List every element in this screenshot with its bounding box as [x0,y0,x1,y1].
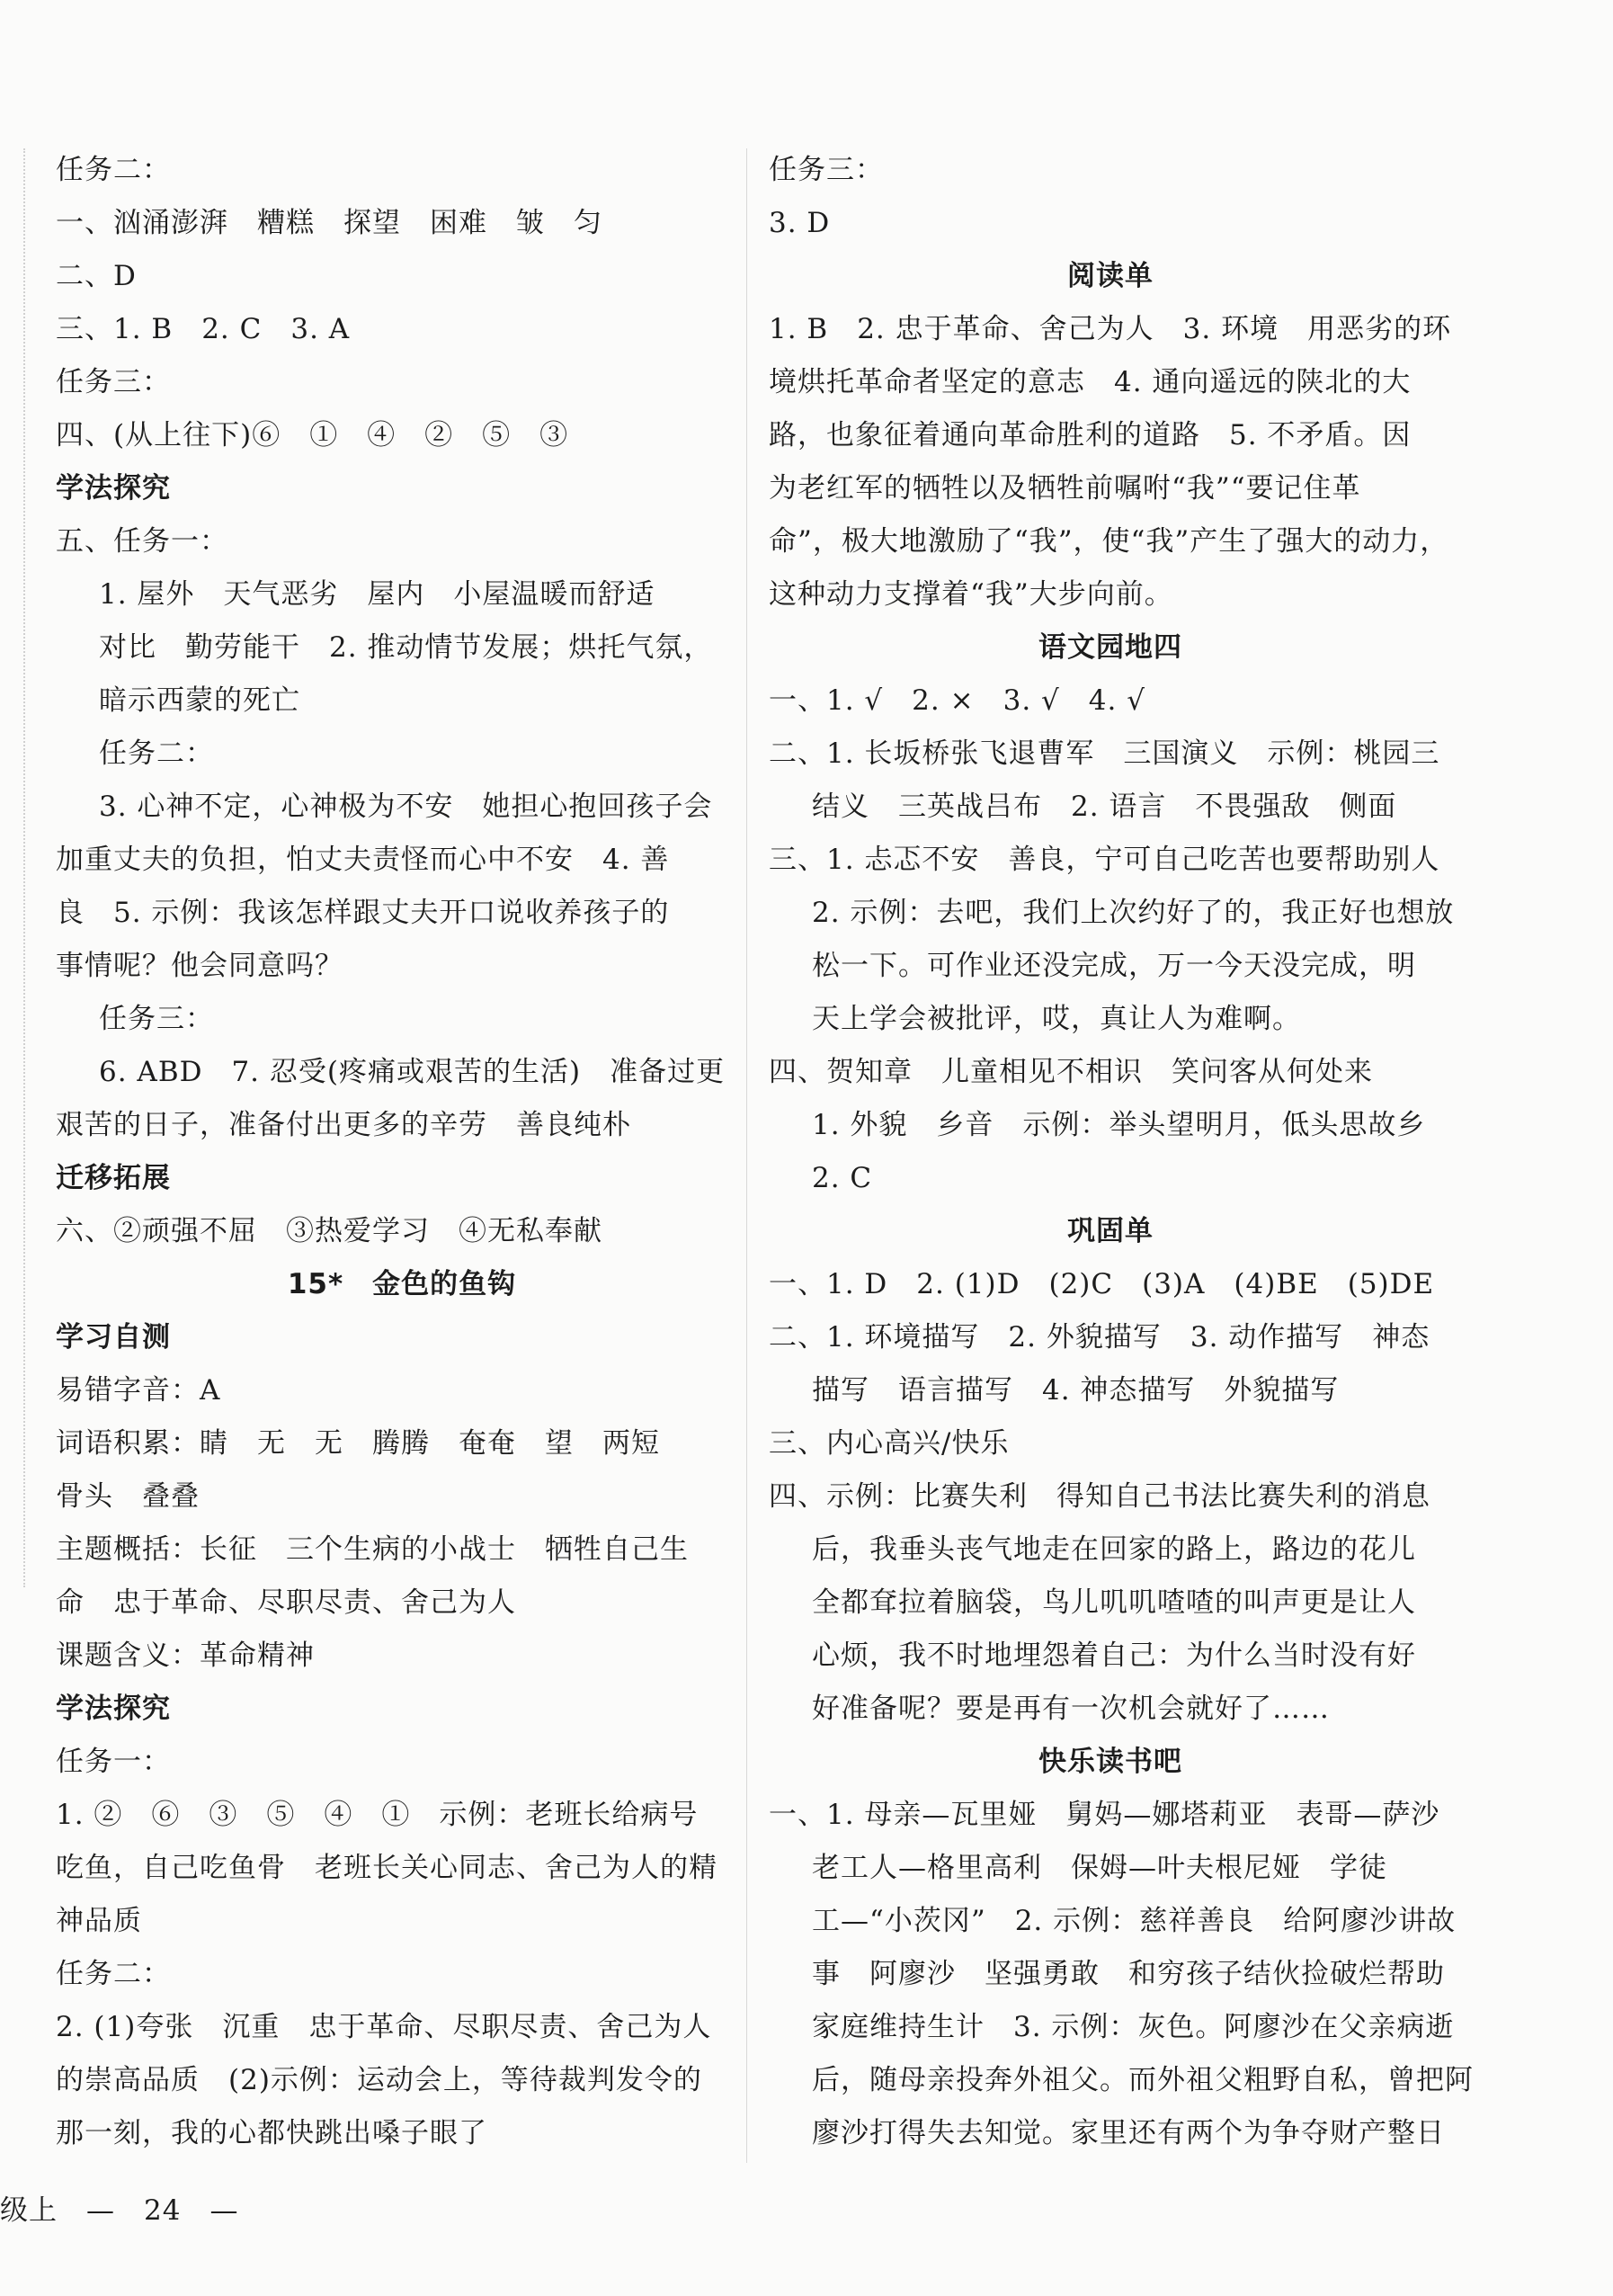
answer-line: 二、1. 环境描写 2. 外貌描写 3. 动作描写 神态 [769,1321,1430,1353]
answer-line: 五、任务一： [56,525,228,558]
answer-line: 3. D [769,207,831,239]
answer-line: 全都耷拉着脑袋，鸟儿叽叽喳喳的叫声更是让人 [812,1586,1416,1619]
answer-line: 任务一： [56,1746,171,1778]
page-footer: 级上 — 24 — [0,2194,239,2227]
answer-line: 三、1. 忐忑不安 善良，宁可自己吃苦也要帮助别人 [769,844,1440,876]
answer-line: 任务二： [56,154,171,186]
answer-line: 那一刻，我的心都快跳出嗓子眼了 [56,2117,487,2149]
answer-line: 2. C [812,1162,873,1194]
answer-line: 任务三： [769,154,884,186]
right-column [769,144,1474,2160]
answer-line: 描写 语言描写 4. 神态描写 外貌描写 [812,1374,1340,1407]
answer-line: 六、②顽强不屈 ③热爱学习 ④无私奉献 [56,1215,602,1247]
lesson-title: 巩固单 [1067,1215,1154,1247]
answer-line: 吃鱼，自己吃鱼骨 老班长关心同志、舍己为人的精 [56,1852,717,1884]
answer-line: 四、贺知章 儿童相见不相识 笑问客从何处来 [769,1056,1373,1088]
answer-line: 骨头 叠叠 [56,1480,200,1513]
answer-line: 任务二： [56,1958,171,1990]
answer-line: 松一下。可作业还没完成，万一今天没完成，明 [812,950,1416,982]
answer-line: 命”，极大地激励了“我”，使“我”产生了强大的动力， [769,525,1449,558]
answer-line: 四、(从上往下)⑥ ① ④ ② ⑤ ③ [56,419,569,451]
answer-line: 神品质 [56,1905,142,1937]
answer-line: 暗示西蒙的死亡 [99,684,300,717]
answer-line: 境烘托革命者坚定的意志 4. 通向遥远的陕北的大 [769,366,1412,398]
answer-line: 1. B 2. 忠于革命、舍己为人 3. 环境 用恶劣的环 [769,313,1452,345]
answer-line: 后，我垂头丧气地走在回家的路上，路边的花儿 [812,1533,1416,1566]
answer-line: 词语积累：睛 无 无 腾腾 奄奄 望 两短 [56,1427,660,1460]
lesson-title: 语文园地四 [1038,631,1182,664]
answer-line: 二、D [56,260,137,292]
answer-line: 三、1. B 2. C 3. A [56,313,351,345]
answer-line: 老工人—格里高利 保姆—叶夫根尼娅 学徒 [812,1852,1387,1884]
answer-line: 家庭维持生计 3. 示例：灰色。阿廖沙在父亲病逝 [812,2011,1455,2043]
answer-line: 事 阿廖沙 坚强勇敢 和穷孩子结伙捡破烂帮助 [812,1958,1445,1990]
answer-line: 1. 外貌 乡音 示例：举头望明月，低头思故乡 [812,1109,1426,1141]
answer-line: 路，也象征着通向革命胜利的道路 5. 不矛盾。因 [769,419,1412,451]
answer-line: 任务二： [99,737,214,770]
binding-edge-rule [23,148,26,1587]
answer-line: 主题概括：长征 三个生病的小战士 牺牲自己生 [56,1533,689,1566]
answer-line: 3. 心神不定，心神极为不安 她担心抱回孩子会 [99,791,713,823]
answer-line: 一、1. 母亲—瓦里娅 舅妈—娜塔莉亚 表哥—萨沙 [769,1799,1440,1831]
answer-line: 二、1. 长坂桥张飞退曹军 三国演义 示例：桃园三 [769,737,1440,770]
lesson-title: 快乐读书吧 [1038,1746,1182,1778]
answer-line: 加重丈夫的负担，怕丈夫责怪而心中不安 4. 善 [56,844,670,876]
answer-line: 1. 屋外 天气恶劣 屋内 小屋温暖而舒适 [99,578,655,611]
answer-line: 6. ABD 7. 忍受(疼痛或艰苦的生活) 准备过更 [99,1056,726,1088]
answer-line: 2. (1)夸张 沉重 忠于革命、尽职尽责、舍己为人 [56,2011,712,2043]
lesson-title: 阅读单 [1067,260,1154,292]
answer-line: 一、1. D 2. (1)D (2)C (3)A (4)BE (5)DE [769,1268,1435,1300]
answer-line: 结义 三英战吕布 2. 语言 不畏强敌 侧面 [812,791,1397,823]
answer-line: 天上学会被批评，哎，真让人为难啊。 [812,1003,1301,1035]
answer-line: 任务三： [99,1003,214,1035]
answer-line: 2. 示例：去吧，我们上次约好了的，我正好也想放 [812,897,1455,929]
answer-line: 后，随母亲投奔外祖父。而外祖父粗野自私，曾把阿 [812,2064,1474,2096]
answer-line: 艰苦的日子，准备付出更多的辛劳 善良纯朴 [56,1109,631,1141]
section-heading: 迁移拓展 [56,1162,171,1194]
answer-line: 事情呢？他会同意吗？ [56,950,343,982]
answer-line: 1. ② ⑥ ③ ⑤ ④ ① 示例：老班长给病号 [56,1799,699,1831]
section-heading: 学法探究 [56,472,171,505]
answer-line: 对比 勤劳能干 2. 推动情节发展；烘托气氛， [99,631,713,664]
answer-line: 命 忠于革命、尽职尽责、舍己为人 [56,1586,516,1619]
answer-line: 工—“小茨冈” 2. 示例：慈祥善良 给阿廖沙讲故 [812,1905,1457,1937]
section-heading: 学法探究 [56,1693,171,1725]
answer-line: 的崇高品质 (2)示例：运动会上，等待裁判发令的 [56,2064,702,2096]
answer-line: 一、汹涌澎湃 糟糕 探望 困难 皱 匀 [56,207,602,239]
answer-line: 心烦，我不时地埋怨着自己：为什么当时没有好 [812,1639,1416,1672]
section-heading: 学习自测 [56,1321,171,1353]
answer-line: 四、示例：比赛失利 得知自己书法比赛失利的消息 [769,1480,1430,1513]
answer-line: 易错字音：A [56,1374,221,1407]
answer-line: 良 5. 示例：我该怎样跟丈夫开口说收养孩子的 [56,897,670,929]
left-column [56,144,748,2160]
answer-line: 任务三： [56,366,171,398]
answer-line: 三、内心高兴/快乐 [769,1427,1010,1460]
answer-line: 课题含义：革命精神 [56,1639,315,1672]
lesson-title: 15* 金色的鱼钩 [287,1268,517,1300]
answer-line: 廖沙打得失去知觉。家里还有两个为争夺财产整日 [812,2117,1445,2149]
answer-line: 好准备呢？要是再有一次机会就好了…… [812,1693,1330,1725]
answer-line: 这种动力支撑着“我”大步向前。 [769,578,1173,611]
answer-line: 一、1. √ 2. × 3. √ 4. √ [769,684,1145,717]
answer-line: 为老红军的牺牲以及牺牲前嘱咐“我”“要记住革 [769,472,1361,505]
